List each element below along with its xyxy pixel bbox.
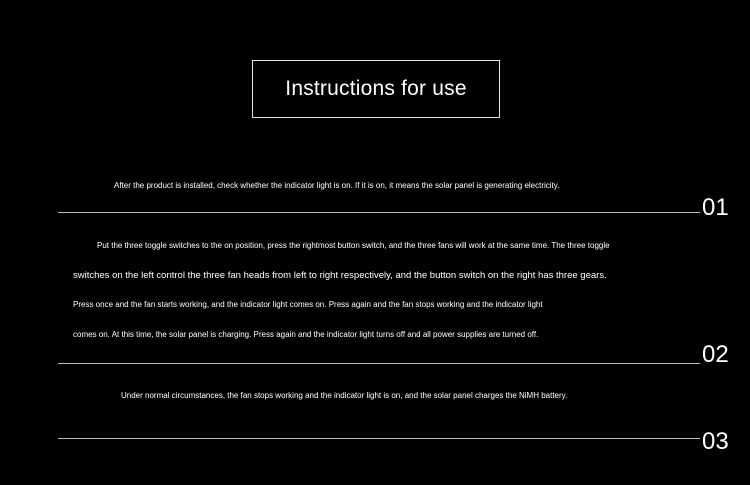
step-02-line-1: Put the three toggle switches to the on position, press the rightmost button switch, and the three fans will work at the same time. The three toggle bbox=[97, 241, 610, 250]
step-02-line-2: switches on the left control the three fan heads from left to right respectively, and the button switch on the right has three gears. bbox=[73, 270, 607, 281]
step-03-number: 03 bbox=[702, 428, 729, 455]
page-title: Instructions for use bbox=[285, 77, 467, 100]
step-01-line-1: After the product is installed, check whether the indicator light is on. If it is on, it means the solar panel is generating electricity. bbox=[114, 181, 560, 190]
step-02-line-4: comes on. At this time, the solar panel is charging. Press again and the indicator light turns off and all power supplies are turned off. bbox=[73, 330, 539, 339]
step-02-number: 02 bbox=[702, 341, 729, 368]
step-01-number: 01 bbox=[702, 194, 729, 221]
step-02-divider bbox=[58, 363, 700, 364]
title-box bbox=[252, 60, 500, 118]
step-03-divider bbox=[58, 438, 700, 439]
step-01-divider bbox=[58, 212, 700, 213]
step-03-line-1: Under normal circumstances, the fan stops working and the indicator light is on, and the solar panel charges the NiMH battery. bbox=[121, 391, 568, 400]
step-02-line-3: Press once and the fan starts working, and the indicator light comes on. Press again and the fan stops working and the indicator light bbox=[73, 300, 543, 309]
